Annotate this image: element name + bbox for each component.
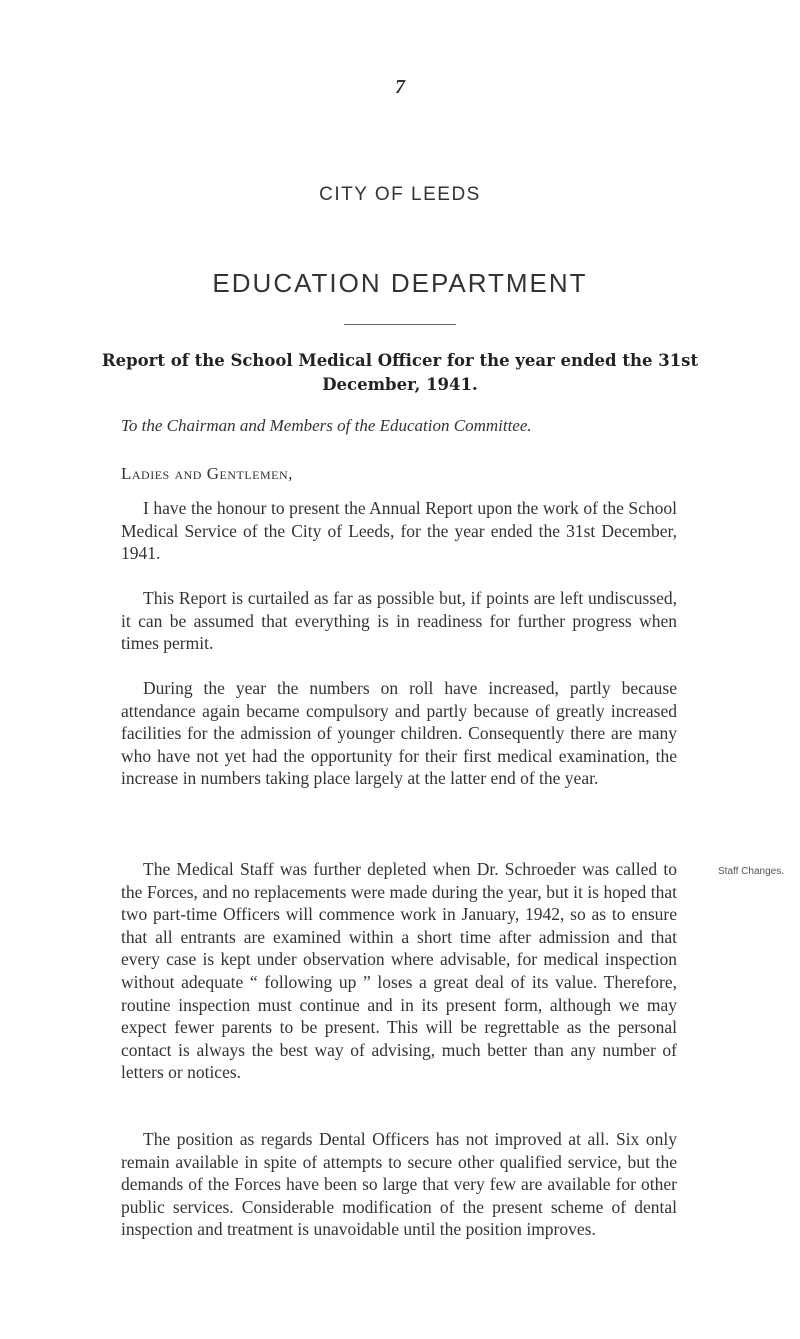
paragraph-3 [121, 677, 677, 790]
city-heading: CITY OF LEEDS [319, 184, 481, 205]
page-number: 7 [395, 76, 405, 98]
margin-note: Staff Changes. [718, 866, 784, 877]
paragraph-text: The Medical Staff was further depleted when Dr. Schroeder was called to the Forces, and no replacements were made during the year, but it is hoped that two part-time Officers will commence work in January, 1942, so as to ensure that all entrants are examined within a short time after admission and that every case is kept under observation where advisable, for medical inspection without adequate “ following up ” loses a great deal of its value. Therefore, routine inspection must continue and in its present form, although we may expect fewer parents to be present. This will be regrettable as the personal contact is always the best way of advising, much better than any number of letters or notices. [121, 859, 677, 1083]
address-line: To the Chairman and Members of the Education Committee. [121, 416, 532, 435]
paragraph-1 [121, 497, 677, 565]
salutation: Ladies and Gentlemen, [121, 464, 293, 483]
report-title: Report of the School Medical Officer for the year ended the 31st December, 1941. [101, 351, 699, 394]
divider-rule [344, 324, 456, 325]
paragraph-text: The position as regards Dental Officers has not improved at all. Six only remain available in spite of attempts to secure other qualified service, but the demands of the Forces have been so large that very few are available for other public services. Considerable modification of the present scheme of dental inspection and treatment is unavoidable until the position improves. [121, 1129, 677, 1240]
paragraph-text: During the year the numbers on roll have increased, partly because attendance again became compulsory and partly because of greatly increased facilities for the admission of younger children. Consequently there are many who have not yet had the opportunity for their first medical examination, the increase in numbers taking place largely at the latter end of the year. [121, 678, 677, 789]
paragraph-text: This Report is curtailed as far as possible but, if points are left undiscussed, it can be assumed that everything is in readiness for further progress when times permit. [121, 588, 677, 654]
paragraph-5 [121, 1128, 677, 1241]
department-heading: EDUCATION DEPARTMENT [212, 268, 588, 298]
paragraph-4 [121, 858, 677, 1084]
paragraph-text: I have the honour to present the Annual Report upon the work of the School Medical Service of the City of Leeds, for the year ended the 31st December, 1941. [121, 498, 677, 564]
paragraph-2 [121, 587, 677, 655]
